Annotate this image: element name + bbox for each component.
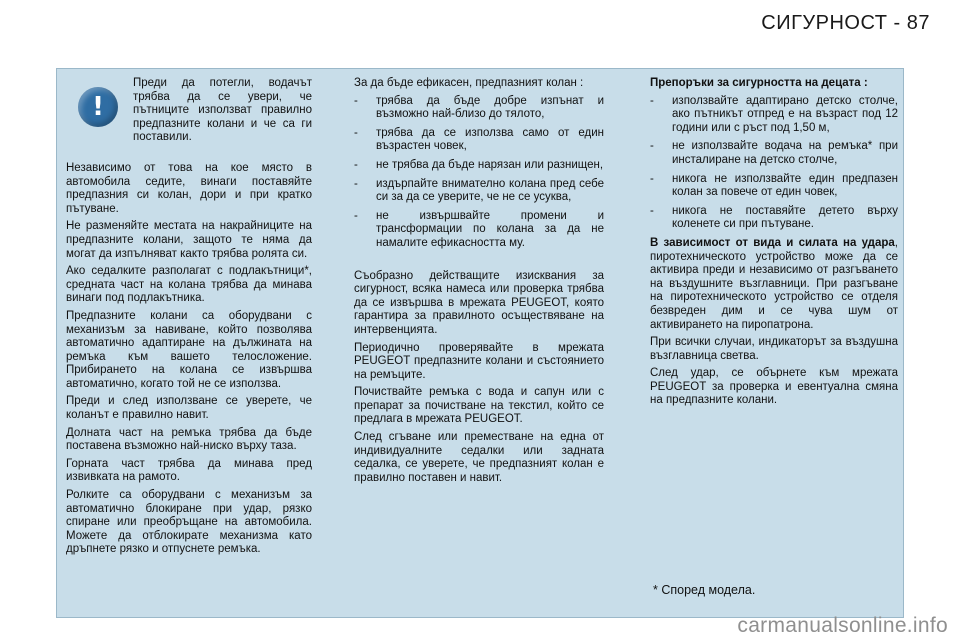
paragraph: Предпазните колани са оборудвани с механизъм за навиване, който позволява автоматично адаптиране на дължината на ремъка към вашето телосложение. Прибирането на колана се извършва автоматично, когато той не се използва. — [66, 309, 312, 390]
impact-paragraph — [650, 237, 898, 332]
column-right — [650, 77, 898, 412]
child-safety-list — [650, 95, 898, 232]
list-item: - не извършвайте промени и трансформации по колана за да не намалите ефикасността му. — [354, 210, 604, 251]
exclamation-icon: ! — [78, 87, 118, 127]
paragraph: След удар, се обърнете към мрежата PEUGEOT за проверка и евентуална смяна на предпазните колани. — [650, 367, 898, 407]
list-item: - издърпайте внимателно колана пред себе си за да се уверите, че не се усуква, — [354, 178, 604, 205]
paragraph: Не разменяйте местата на накрайниците на предпазните колани, защото те няма да могат да изпълняват както трябва ролята си. — [66, 220, 312, 260]
warning-text: Преди да потегли, водачът трябва да се увери, че пътниците използват правилно предпазните колани и че са ги поставили. — [133, 77, 312, 144]
list-item: - не трябва да бъде нарязан или разнищен, — [354, 159, 604, 173]
footnote: * Според модела. — [653, 583, 756, 597]
column-middle — [354, 77, 604, 489]
impact-bold-lead: В зависимост от вида и силата на удара — [650, 236, 895, 249]
list-item: - никога не използвайте един предпазен колан за повече от един човек, — [650, 173, 898, 200]
section-heading: Препоръки за сигурността на децата : — [650, 77, 868, 89]
content-panel — [56, 68, 904, 618]
paragraph: Горната част трябва да минава пред извивката на рамото. — [66, 457, 312, 484]
intro-text: За да бъде ефикасен, предпазният колан : — [354, 77, 584, 89]
paragraph: Преди и след използване се уверете, че коланът е правилно навит. — [66, 395, 312, 422]
paragraph: Долната част на ремъка трябва да бъде поставена възможно най-ниско върху таза. — [66, 426, 312, 453]
list-item: - трябва да бъде добре изпънат и възможно най-близо до тялото, — [354, 95, 604, 122]
paragraph: Почиствайте ремъка с вода и сапун или с препарат за почистване на текстил, който се предлага в мрежата PEUGEOT. — [354, 386, 604, 426]
paragraph: Ако седалките разполагат с подлакътници*, средната част на колана трябва да минава винаги под подлакътника. — [66, 265, 312, 305]
paragraph: Периодично проверявайте в мрежата PEUGEOT предпазните колани и състоянието на ремъците. — [354, 341, 604, 381]
seatbelt-requirements-list — [354, 95, 604, 251]
paragraph: След сгъване или преместване на една от индивидуалните седалки или задната седалка, се уверете, че предпазният колан е правилно поставен и навит. — [354, 431, 604, 484]
impact-text: , пиротехническото устройство може да се активира преди и независимо от разгъването на въздушните възглавници. При разгъване на пиротехническото устройство се отделя безвреден дим и се чува шум от активирането на пиропатрона. — [650, 236, 898, 331]
list-item: - използвайте адаптирано детско столче, ако пътникът отпред е на възраст под 12 години или с ръст под 1,50 м, — [650, 95, 898, 136]
list-item: - никога не поставяйте детето върху коленете си при пътуване. — [650, 205, 898, 232]
paragraph: Ролките са оборудвани с механизъм за автоматично блокиране при удар, рязко спиране или преобръщане на автомобила. Можете да отблокирате механизма като дръпнете рязко и отпуснете ремъка. — [66, 489, 312, 556]
list-item: - трябва да се използва само от един възрастен човек, — [354, 127, 604, 154]
paragraph: Съобразно действащите изисквания за сигурност, всяка намеса или проверка трябва да се извършва в мрежата PEUGEOT, която гарантира за правилното осъществяване на интервенцията. — [354, 269, 604, 336]
warning-block — [66, 77, 312, 149]
column-left — [66, 77, 312, 561]
paragraph: Независимо от това на кое място в автомобила седите, винаги поставяйте предпазния си колан, дори и при кратко пътуване. — [66, 161, 312, 215]
paragraph: При всички случаи, индикаторът за въздушна възглавница светва. — [650, 336, 898, 362]
watermark: carmanualsonline.info — [737, 614, 948, 637]
page-title: СИГУРНОСТ - 87 — [761, 12, 930, 34]
list-item: - не използвайте водача на ремъка* при инсталиране на детско столче, — [650, 140, 898, 167]
